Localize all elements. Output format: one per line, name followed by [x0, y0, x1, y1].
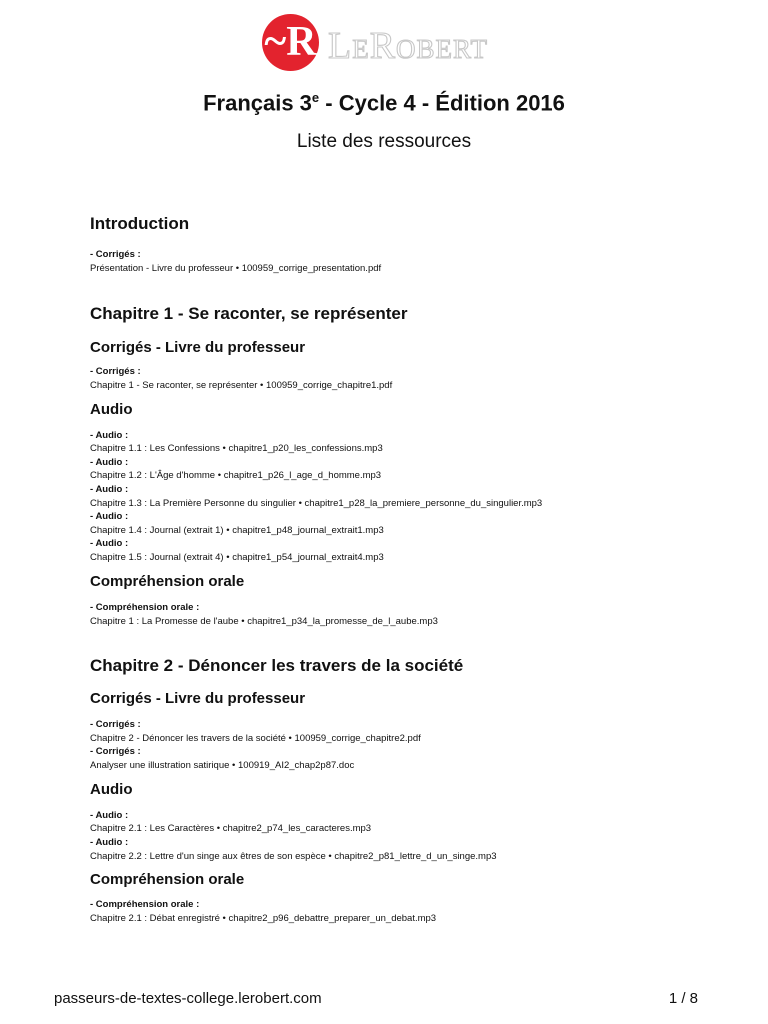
resource-item[interactable]: Chapitre 2.1 : Débat enregistré • chapitre2_p96_debattre_preparer_un_debat.mp3	[90, 913, 437, 924]
resource-item[interactable]: Chapitre 1.4 : Journal (extrait 1) • chapitre1_p48_journal_extrait1.mp3	[90, 525, 384, 536]
resource-item[interactable]: Chapitre 1.1 : Les Confessions • chapitre1_p20_les_confessions.mp3	[90, 443, 383, 454]
resource-item[interactable]: Chapitre 1 : La Promesse de l'aube • chapitre1_p34_la_promesse_de_l_aube.mp3	[90, 616, 438, 627]
resource-item[interactable]: Chapitre 1.2 : L'Âge d'homme • chapitre1_p26_l_age_d_homme.mp3	[90, 470, 382, 481]
le-robert-logo	[262, 14, 512, 72]
resource-item[interactable]: Analyser une illustration satirique • 100919_AI2_chap2p87.doc	[90, 760, 355, 771]
subsection-heading-audio: Audio	[90, 401, 133, 418]
resource-item[interactable]: Présentation - Livre du professeur • 100959_corrige_presentation.pdf	[90, 263, 382, 274]
resource-type-label: - Corrigés :	[90, 746, 141, 757]
section-heading-chapitre-2: Chapitre 2 - Dénoncer les travers de la société	[90, 656, 464, 675]
section-heading-chapitre-1: Chapitre 1 - Se raconter, se représenter	[90, 304, 408, 323]
resource-type-label: - Compréhension orale :	[90, 899, 200, 910]
resource-type-label: - Audio :	[90, 810, 129, 821]
resource-item[interactable]: Chapitre 1 - Se raconter, se représenter • 100959_corrige_chapitre1.pdf	[90, 380, 393, 391]
subsection-heading-corriges: Corrigés - Livre du professeur	[90, 690, 306, 707]
subsection-heading-comprehension-orale: Compréhension orale	[90, 871, 245, 888]
resource-type-label: - Audio :	[90, 511, 129, 522]
resource-item[interactable]: Chapitre 2.1 : Les Caractères • chapitre2_p74_les_caracteres.mp3	[90, 823, 372, 834]
section-heading-introduction: Introduction	[90, 214, 190, 233]
subsection-heading-corriges: Corrigés - Livre du professeur	[90, 339, 306, 356]
resource-type-label: - Audio :	[90, 837, 129, 848]
page-title: Français 3e - Cycle 4 - Édition 2016	[203, 90, 565, 116]
page-subtitle: Liste des ressources	[296, 131, 472, 152]
robert-r-icon: ~R	[262, 14, 319, 71]
resource-item[interactable]: Chapitre 1.5 : Journal (extrait 4) • chapitre1_p54_journal_extrait4.mp3	[90, 552, 384, 563]
resource-item[interactable]: Chapitre 2 - Dénoncer les travers de la société • 100959_corrige_chapitre2.pdf	[90, 733, 421, 744]
resource-type-label: - Audio :	[90, 430, 129, 441]
resource-type-label: - Corrigés :	[90, 366, 141, 377]
resource-type-label: - Corrigés :	[90, 719, 141, 730]
logo-wordmark: LeRobert	[328, 25, 488, 67]
resource-type-label: - Corrigés :	[90, 249, 141, 260]
resource-type-label: - Audio :	[90, 484, 129, 495]
subsection-heading-audio: Audio	[90, 781, 133, 798]
resource-item[interactable]: Chapitre 2.2 : Lettre d'un singe aux êtres de son espèce • chapitre2_p81_lettre_d_un_singe.mp3	[90, 851, 497, 862]
resource-type-label: - Audio :	[90, 538, 129, 549]
subsection-heading-comprehension-orale: Compréhension orale	[90, 573, 245, 590]
page-number: 1 / 8	[668, 990, 698, 1007]
footer-url: passeurs-de-textes-college.lerobert.com	[54, 990, 322, 1007]
resource-type-label: - Audio :	[90, 457, 129, 468]
resource-type-label: - Compréhension orale :	[90, 602, 200, 613]
resource-item[interactable]: Chapitre 1.3 : La Première Personne du singulier • chapitre1_p28_la_premiere_personne_du_singulier.mp3	[90, 498, 543, 509]
